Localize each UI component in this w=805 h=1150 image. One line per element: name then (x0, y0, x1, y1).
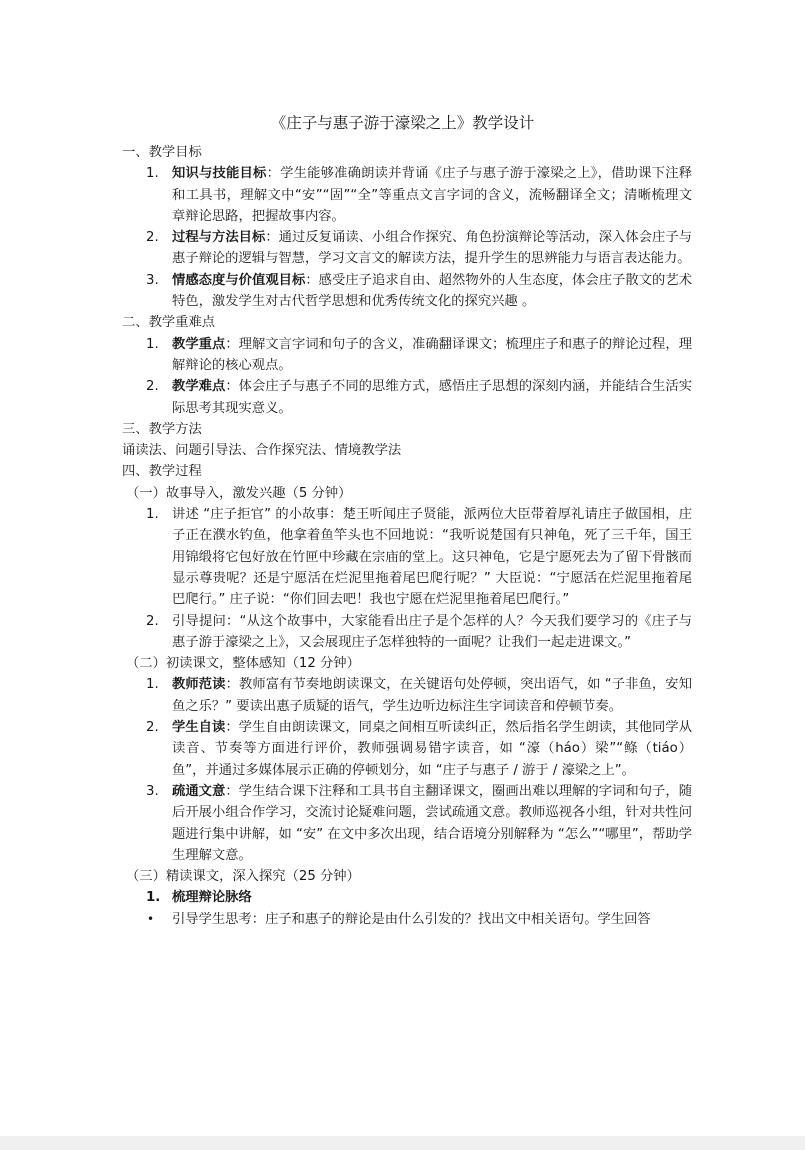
item-text: 讲述 “庄子拒官” 的小故事：楚王听闻庄子贤能，派两位大臣带着厚礼请庄子做国相，庄子正在濮水钓鱼，他拿着鱼竿头也不回地说：“我听说楚国有只神龟，死了三千年，国王用锦缎将它包好放在竹匣中珍藏在宗庙的堂上。这只神龟，它是宁愿死去为了留下骨骸而显示尊贵呢？还是宁愿活在烂泥里拖着尾巴爬行呢？” 大臣说：“宁愿活在烂泥里拖着尾巴爬行。” 庄子说：“你们回去吧！我也宁愿在烂泥里拖着尾巴爬行。” (172, 507, 692, 608)
item-label: 知识与技能目标 (172, 166, 267, 182)
list-item (122, 887, 692, 908)
list-item (122, 334, 692, 377)
list-number: 2. (146, 613, 159, 629)
section-heading-keypoints: 二、教学重难点 (122, 315, 216, 331)
item-text: ：体会庄子与惠子不同的思维方式，感悟庄子思想的深刻内涵，并能结合生活实际思考其现实意义。 (172, 379, 693, 416)
bullet-item (122, 909, 692, 930)
list-number: 2. (146, 720, 159, 736)
list-item (122, 163, 692, 227)
item-text: ：学生能够准确朗读并背诵《庄子与惠子游于濠梁之上》，借助课下注释和工具书，理解文中“安”“固”“全”等重点文言字词的含义，流畅翻译全文；清晰梳理文章辩论思路，把握故事内容。 (172, 166, 693, 224)
item-text: 引导学生思考：庄子和惠子的辩论是由什么引发的？找出文中相关语句。学生回答 (172, 911, 651, 927)
list-number: 3. (146, 272, 159, 288)
list-item (122, 227, 692, 270)
list-number: 1. (146, 890, 161, 906)
list-number: 1. (146, 336, 159, 352)
item-label: 教学重点 (172, 336, 226, 352)
list-item (122, 781, 692, 866)
phase-heading: （三）精读课文，深入探究（25 分钟） (126, 869, 360, 885)
list-item (122, 674, 692, 717)
list-number: 1. (146, 166, 159, 182)
document-body (122, 142, 692, 930)
item-text: ：学生结合课下注释和工具书自主翻译课文，圈画出难以理解的字词和句子，随后开展小组合作学习，交流讨论疑难问题，尝试疏通文意。教师巡视各小组，针对共性问题进行集中讲解，如 “安” 在文中多次出现，结合语境分别解释为 “怎么”“哪里”，帮助学生理解文意。 (172, 783, 693, 863)
methods-text: 诵读法、问题引导法、合作探究法、情境教学法 (122, 443, 402, 459)
document-title: 《庄子与惠子游于濠梁之上》教学设计 (270, 114, 535, 132)
list-number: 2. (146, 230, 159, 246)
item-text: ：通过反复诵读、小组合作探究、角色扮演辩论等活动，深入体会庄子与惠子辩论的逻辑与智慧，学习文言文的解读方法，提升学生的思辨能力与语言表达能力。 (172, 230, 693, 267)
section-heading-process: 四、教学过程 (122, 464, 202, 480)
section-heading-methods: 三、教学方法 (122, 421, 202, 437)
item-text: ：教师富有节奏地朗读课文，在关键语句处停顿，突出语气，如 “子非鱼，安知鱼之乐？” 要读出惠子质疑的语气，学生边听边标注生字词读音和停顿节奏。 (172, 677, 692, 714)
item-text: 引导提问：“从这个故事中，大家能看出庄子是个怎样的人？今天我们要学习的《庄子与惠子游于濠梁之上》，又会展现庄子怎样独特的一面呢？让我们一起走进课文。” (172, 613, 692, 650)
item-text: ：理解文言字词和句子的含义，准确翻译课文；梳理庄子和惠子的辩论过程，理解辩论的核心观点。 (172, 336, 693, 373)
item-label: 梳理辩论脉络 (172, 890, 252, 906)
item-label: 教学难点 (172, 379, 226, 395)
phase-heading: （二）初读课文，整体感知（12 分钟） (126, 656, 360, 672)
list-item (122, 270, 692, 313)
list-item (122, 504, 692, 610)
list-number: 2. (146, 379, 159, 395)
item-label: 教师范读 (172, 677, 226, 693)
list-item (122, 376, 692, 419)
section-heading-goals: 一、教学目标 (122, 145, 202, 160)
list-number: 3. (146, 783, 159, 799)
list-number: 1. (146, 507, 159, 523)
list-number: 1. (146, 677, 159, 693)
item-label: 疏通文意 (172, 783, 226, 799)
list-item (122, 611, 692, 654)
item-label: 学生自读 (172, 720, 226, 736)
phase-heading: （一）故事导入，激发兴趣（5 分钟） (126, 485, 352, 501)
bullet-icon: • (147, 911, 155, 926)
item-label: 过程与方法目标 (172, 230, 266, 246)
item-label: 情感态度与价值观目标 (172, 272, 306, 288)
item-text: ：感受庄子追求自由、超然物外的人生态度，体会庄子散文的艺术特色，激发学生对古代哲学思想和优秀传统文化的探究兴趣 。 (172, 272, 692, 310)
list-item (122, 717, 692, 781)
item-text: ：学生自由朗读课文，同桌之间相互听读纠正，然后指名学生朗读，其他同学从读音、节奏等方面进行评价，教师强调易错字读音，如 “濠（háo）梁”“鲦（tiáo）鱼”，并通过多媒体展示正确的停顿划分，如 “庄子与惠子 / 游于 / 濠梁之上”。 (172, 720, 693, 778)
